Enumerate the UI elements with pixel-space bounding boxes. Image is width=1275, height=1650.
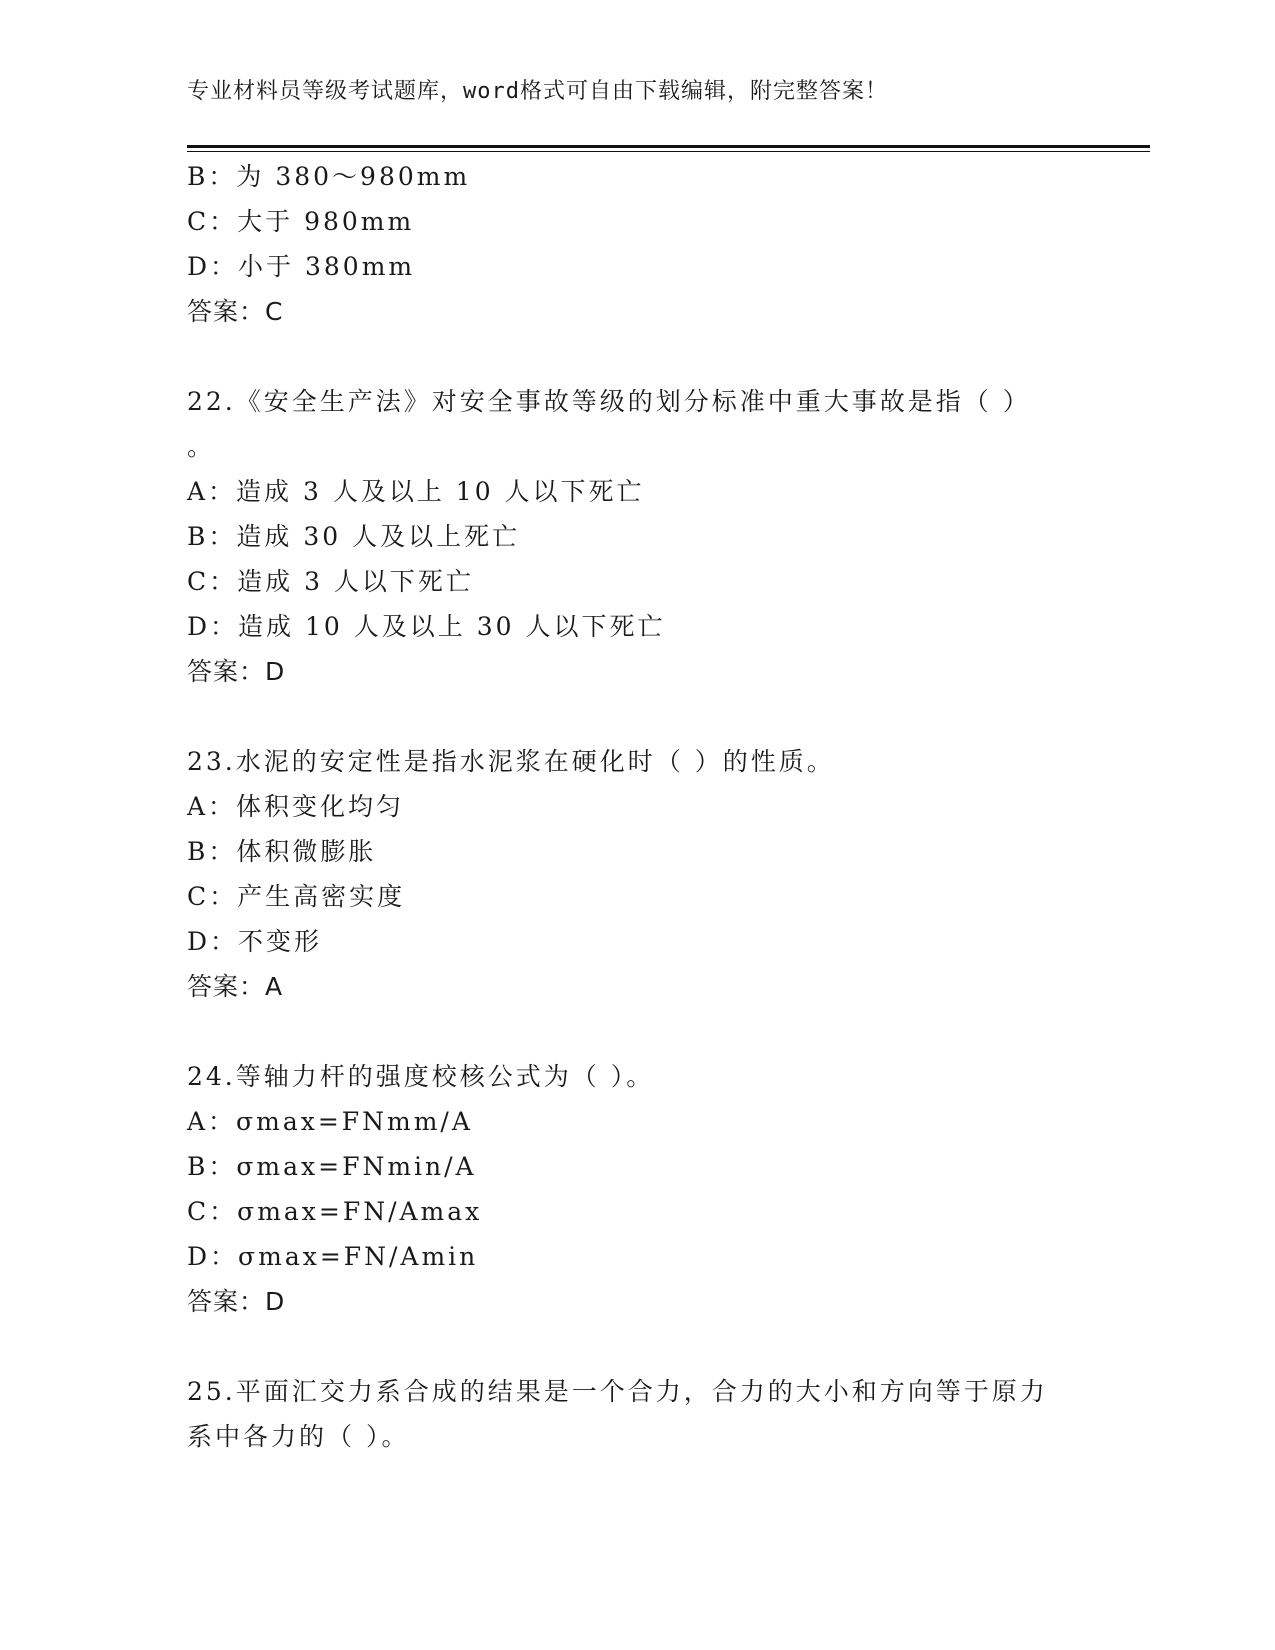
question-stem-cont: 。 xyxy=(187,432,216,461)
answer: 答案：D xyxy=(187,1287,286,1316)
option-d: D：不变形 xyxy=(187,927,323,956)
option-b: B：为 380～980mm xyxy=(187,162,471,191)
question-stem: 22.《安全生产法》对安全事故等级的划分标准中重大事故是指（ ） xyxy=(187,387,1031,416)
option-b: B：σmax=FNmin/A xyxy=(187,1152,477,1181)
question-stem: 24.等轴力杆的强度校核公式为（ ）。 xyxy=(187,1062,655,1091)
option-d: D：造成 10 人及以上 30 人以下死亡 xyxy=(187,612,666,641)
option-c: C：大于 980mm xyxy=(187,207,415,236)
header-rule-thin xyxy=(187,151,1150,152)
question-stem: 23.水泥的安定性是指水泥浆在硬化时（ ）的性质。 xyxy=(187,747,835,776)
option-a: A：造成 3 人及以上 10 人以下死亡 xyxy=(187,477,645,506)
answer: 答案：D xyxy=(187,657,286,686)
answer: 答案：C xyxy=(187,297,284,326)
option-a: A：σmax=FNmm/A xyxy=(187,1107,473,1136)
option-c: C：造成 3 人以下死亡 xyxy=(187,567,474,596)
option-d: D：σmax=FN/Amin xyxy=(187,1242,479,1271)
header-text: 专业材料员等级考试题库，word格式可自由下载编辑，附完整答案！ xyxy=(187,79,888,104)
question-stem: 25.平面汇交力系合成的结果是一个合力，合力的大小和方向等于原力 xyxy=(187,1377,1048,1406)
option-c: C：产生高密实度 xyxy=(187,882,406,911)
answer: 答案：A xyxy=(187,972,284,1001)
option-b: B：造成 30 人及以上死亡 xyxy=(187,522,521,551)
option-a: A：体积变化均匀 xyxy=(187,792,405,821)
question-stem-cont: 系中各力的（ ）。 xyxy=(187,1422,410,1451)
header-rule xyxy=(187,145,1150,148)
option-b: B：体积微膨胀 xyxy=(187,837,377,866)
option-d: D：小于 380mm xyxy=(187,252,416,281)
option-c: C：σmax=FN/Amax xyxy=(187,1197,483,1226)
